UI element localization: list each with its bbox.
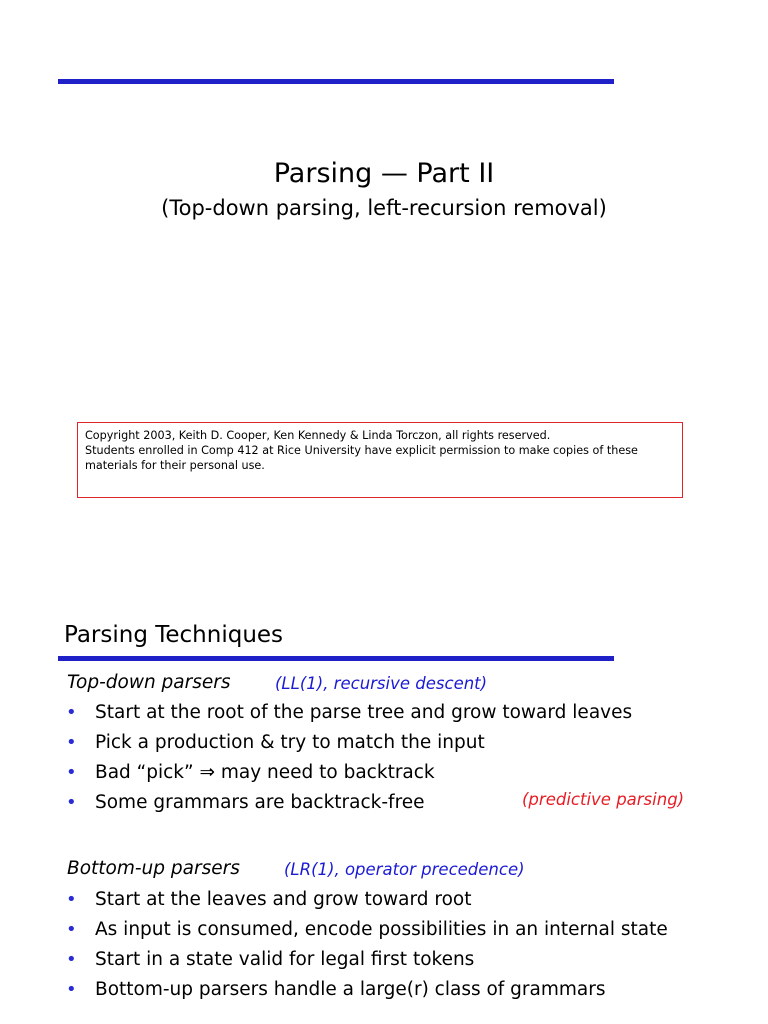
bullet-icon: • bbox=[66, 702, 77, 723]
list-item bbox=[64, 975, 668, 1005]
top-down-label: Top-down parsers bbox=[67, 672, 231, 693]
bullet-text: Start in a state valid for legal first tokens bbox=[95, 949, 475, 970]
bullet-text: Bottom-up parsers handle a large(r) class of grammars bbox=[95, 979, 606, 1000]
copyright-line: Copyright 2003, Keith D. Cooper, Ken Kennedy & Linda Torczon, all rights reserved. bbox=[85, 429, 551, 442]
bullet-icon: • bbox=[66, 949, 77, 970]
list-item bbox=[64, 885, 668, 915]
bottom-up-heading bbox=[67, 858, 525, 879]
bullet-text: Pick a production & try to match the input bbox=[95, 732, 485, 753]
top-rule bbox=[58, 79, 614, 84]
bullet-text: Start at the leaves and grow toward root bbox=[95, 889, 472, 910]
slide-subtitle: (Top-down parsing, left-recursion removal) bbox=[161, 196, 607, 220]
copyright-line: materials for their personal use. bbox=[85, 459, 265, 472]
top-down-note: (LL(1), recursive descent) bbox=[275, 674, 488, 693]
list-item bbox=[64, 758, 632, 788]
bottom-up-bullet-list bbox=[64, 885, 668, 1005]
list-item bbox=[64, 728, 632, 758]
top-down-heading bbox=[67, 672, 488, 693]
bullet-icon: • bbox=[66, 979, 77, 1000]
bullet-icon: • bbox=[66, 919, 77, 940]
section-heading: Parsing Techniques bbox=[64, 622, 284, 648]
bullet-text: Start at the root of the parse tree and grow toward leaves bbox=[95, 702, 633, 723]
bottom-up-label: Bottom-up parsers bbox=[67, 858, 240, 879]
list-item bbox=[64, 945, 668, 975]
section-rule bbox=[58, 656, 614, 661]
copyright-line: Students enrolled in Comp 412 at Rice University have explicit permission to make copies of these bbox=[85, 444, 638, 457]
predictive-parsing-note: (predictive parsing) bbox=[522, 790, 685, 809]
slide-title: Parsing — Part II bbox=[273, 158, 495, 189]
list-item bbox=[64, 915, 668, 945]
bullet-text: As input is consumed, encode possibilities in an internal state bbox=[95, 919, 668, 940]
bullet-icon: • bbox=[66, 762, 77, 783]
bullet-text: Bad “pick” ⇒ may need to backtrack bbox=[95, 762, 435, 783]
bullet-icon: • bbox=[66, 792, 77, 813]
bullet-icon: • bbox=[66, 732, 77, 753]
copyright-notice bbox=[77, 422, 683, 498]
bullet-icon: • bbox=[66, 889, 77, 910]
bullet-text: Some grammars are backtrack-free bbox=[95, 792, 425, 813]
bottom-up-note: (LR(1), operator precedence) bbox=[284, 860, 525, 879]
list-item bbox=[64, 698, 632, 728]
